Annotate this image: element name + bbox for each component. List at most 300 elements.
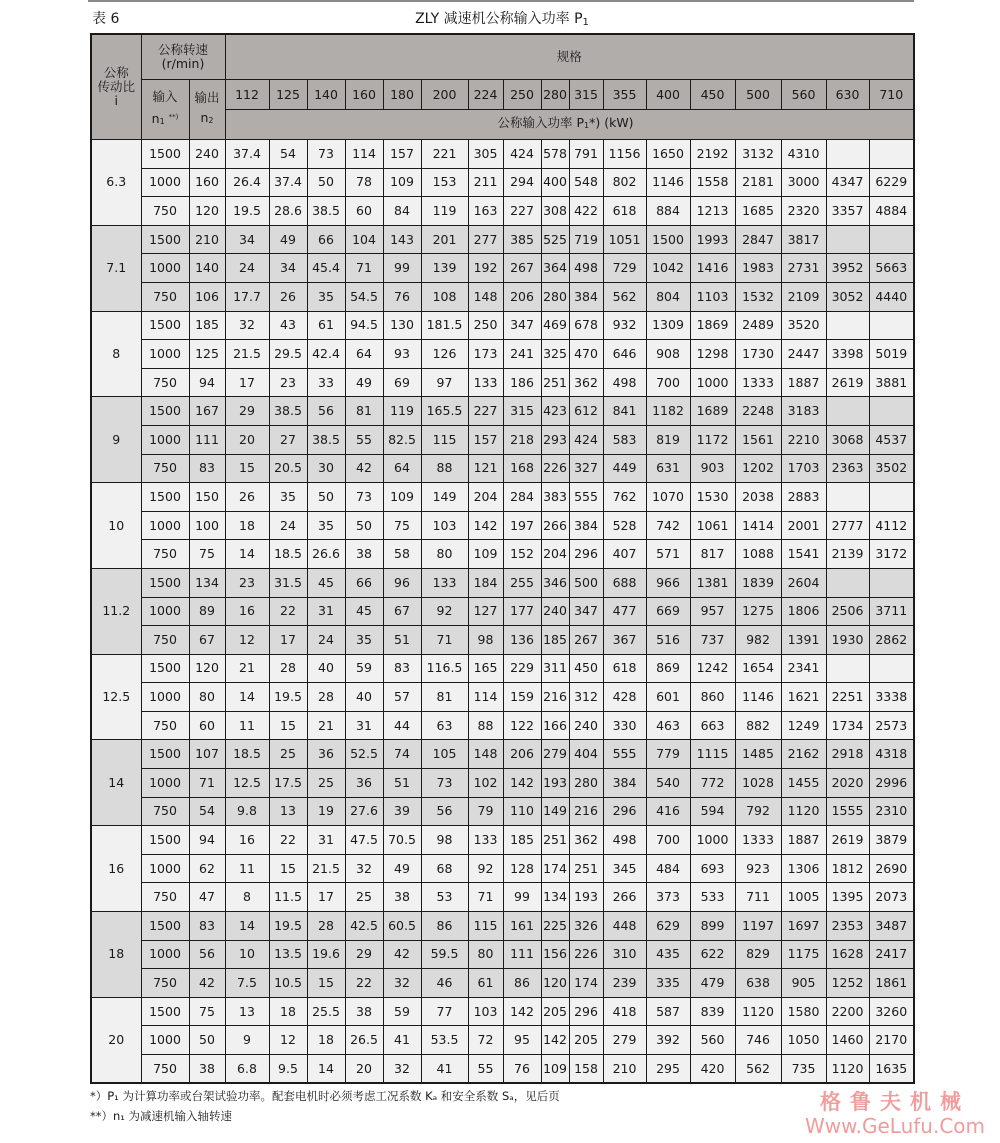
power-cell: 18.5	[225, 740, 269, 769]
power-cell: 4884	[869, 197, 914, 226]
power-cell	[826, 225, 869, 254]
power-cell: 2181	[735, 168, 781, 197]
table-title	[90, 8, 914, 28]
table-row	[91, 483, 914, 512]
power-cell: 25	[307, 769, 345, 798]
power-cell: 392	[646, 1026, 690, 1055]
power-cell: 14	[225, 540, 269, 569]
power-cell: 663	[690, 711, 735, 740]
power-cell: 80	[468, 940, 503, 969]
power-cell: 17.5	[269, 769, 307, 798]
power-cell: 516	[646, 626, 690, 655]
table-body	[91, 140, 914, 1084]
ratio-header-line3: i	[114, 93, 118, 108]
table-row	[91, 397, 914, 426]
power-cell: 71	[468, 883, 503, 912]
power-cell: 525	[541, 225, 569, 254]
power-cell: 1213	[690, 197, 735, 226]
power-cell: 26	[225, 483, 269, 512]
size-header-cell: 140	[307, 80, 345, 110]
power-cell: 2210	[781, 425, 826, 454]
power-cell: 23	[269, 368, 307, 397]
power-cell: 79	[468, 797, 503, 826]
power-cell: 56	[421, 797, 468, 826]
power-cell: 174	[541, 854, 569, 883]
size-header-cell: 200	[421, 80, 468, 110]
output-speed-cell: 38	[189, 1055, 225, 1084]
power-cell: 1806	[781, 597, 826, 626]
power-cell: 3260	[869, 997, 914, 1026]
size-header-cell: 355	[603, 80, 646, 110]
power-cell: 1252	[826, 969, 869, 998]
power-cell: 2883	[781, 483, 826, 512]
power-cell: 646	[603, 340, 646, 369]
power-cell: 4537	[869, 425, 914, 454]
watermark-brand: 格鲁夫机械	[820, 1089, 970, 1114]
power-cell: 157	[383, 140, 421, 169]
power-cell: 88	[468, 711, 503, 740]
power-cell: 255	[503, 568, 541, 597]
power-cell: 205	[569, 1026, 603, 1055]
power-cell: 33	[307, 368, 345, 397]
power-cell: 1249	[781, 711, 826, 740]
table-row	[91, 540, 914, 569]
power-cell: 50	[307, 483, 345, 512]
power-cell: 1500	[646, 225, 690, 254]
power-cell: 1580	[781, 997, 826, 1026]
power-cell: 791	[569, 140, 603, 169]
power-cell: 2619	[826, 368, 869, 397]
size-header-cell: 560	[781, 80, 826, 110]
output-speed-cell: 160	[189, 168, 225, 197]
power-cell: 1839	[735, 568, 781, 597]
power-cell: 1120	[826, 1055, 869, 1084]
power-cell: 35	[345, 626, 383, 655]
power-cell: 41	[383, 1026, 421, 1055]
power-cell: 130	[383, 311, 421, 340]
power-cell: 251	[541, 368, 569, 397]
power-cell: 428	[603, 683, 646, 712]
power-cell: 1088	[735, 540, 781, 569]
power-cell: 279	[603, 1026, 646, 1055]
top-rule	[88, 0, 914, 2]
power-cell: 424	[503, 140, 541, 169]
power-cell: 174	[569, 969, 603, 998]
power-cell: 11.5	[269, 883, 307, 912]
power-cell: 149	[421, 483, 468, 512]
power-cell: 2073	[869, 883, 914, 912]
power-cell: 311	[541, 654, 569, 683]
power-cell: 14	[307, 1055, 345, 1084]
power-cell: 267	[503, 254, 541, 283]
power-cell: 74	[383, 740, 421, 769]
power-cell: 279	[541, 740, 569, 769]
power-cell: 43	[269, 311, 307, 340]
power-cell: 829	[735, 940, 781, 969]
power-cell: 58	[383, 540, 421, 569]
power-cell: 159	[503, 683, 541, 712]
power-cell: 1042	[646, 254, 690, 283]
power-cell: 1734	[826, 711, 869, 740]
power-cell: 63	[421, 711, 468, 740]
power-cell: 869	[646, 654, 690, 683]
output-speed-cell: 83	[189, 912, 225, 941]
power-cell: 18	[225, 511, 269, 540]
power-cell: 16	[225, 597, 269, 626]
power-cell: 84	[383, 197, 421, 226]
power-cell: 1812	[826, 854, 869, 883]
power-cell: 50	[345, 511, 383, 540]
input-speed-cell: 750	[141, 1055, 189, 1084]
power-cell: 884	[646, 197, 690, 226]
input-speed-cell: 750	[141, 711, 189, 740]
output-speed-cell: 125	[189, 340, 225, 369]
power-cell: 98	[468, 626, 503, 655]
power-cell: 2363	[826, 454, 869, 483]
power-cell: 34	[269, 254, 307, 283]
spec-header: 规格	[225, 34, 914, 80]
power-cell: 2020	[826, 769, 869, 798]
output-speed-cell: 100	[189, 511, 225, 540]
table-row	[91, 626, 914, 655]
power-cell: 1242	[690, 654, 735, 683]
power-cell: 80	[421, 540, 468, 569]
power-cell: 21.5	[225, 340, 269, 369]
power-cell: 3487	[869, 912, 914, 941]
power-cell: 1115	[690, 740, 735, 769]
power-cell: 139	[421, 254, 468, 283]
power-cell: 841	[603, 397, 646, 426]
input-speed-cell: 1500	[141, 483, 189, 512]
power-cell: 555	[603, 740, 646, 769]
power-cell: 1197	[735, 912, 781, 941]
power-cell: 241	[503, 340, 541, 369]
power-cell: 127	[468, 597, 503, 626]
power-cell: 735	[781, 1055, 826, 1084]
power-cell: 193	[541, 769, 569, 798]
input-speed-cell: 1000	[141, 683, 189, 712]
power-cell: 211	[468, 168, 503, 197]
table-row	[91, 340, 914, 369]
power-cell: 25.5	[307, 997, 345, 1026]
power-cell: 19.5	[225, 197, 269, 226]
power-cell: 29.5	[269, 340, 307, 369]
power-cell: 17	[269, 626, 307, 655]
power-cell: 60.5	[383, 912, 421, 941]
power-cell: 181.5	[421, 311, 468, 340]
power-cell: 266	[603, 883, 646, 912]
power-cell: 1416	[690, 254, 735, 283]
power-cell: 346	[541, 568, 569, 597]
power-cell: 3520	[781, 311, 826, 340]
power-cell: 899	[690, 912, 735, 941]
power-cell: 3183	[781, 397, 826, 426]
power-cell: 629	[646, 912, 690, 941]
power-cell: 4347	[826, 168, 869, 197]
power-cell: 548	[569, 168, 603, 197]
output-speed-cell: 60	[189, 711, 225, 740]
power-cell: 35	[269, 483, 307, 512]
ratio-header-line2: 传动比	[97, 79, 135, 94]
power-cell: 817	[690, 540, 735, 569]
power-cell: 17	[225, 368, 269, 397]
power-cell: 133	[468, 368, 503, 397]
power-cell: 31	[307, 826, 345, 855]
power-cell: 20	[345, 1055, 383, 1084]
power-cell: 305	[468, 140, 503, 169]
power-cell: 1993	[690, 225, 735, 254]
power-cell: 423	[541, 397, 569, 426]
power-cell: 583	[603, 425, 646, 454]
input-speed-cell: 1500	[141, 740, 189, 769]
power-cell: 42.5	[345, 912, 383, 941]
size-header-cell: 112	[225, 80, 269, 110]
table-row	[91, 254, 914, 283]
power-cell: 251	[569, 854, 603, 883]
power-cell: 435	[646, 940, 690, 969]
power-cell: 2731	[781, 254, 826, 283]
power-cell: 227	[468, 397, 503, 426]
power-cell: 3338	[869, 683, 914, 712]
power-cell: 700	[646, 368, 690, 397]
power-cell: 59.5	[421, 940, 468, 969]
power-cell: 1391	[781, 626, 826, 655]
power-cell: 19.5	[269, 912, 307, 941]
power-cell: 2200	[826, 997, 869, 1026]
power-cell: 73	[421, 769, 468, 798]
power-cell: 13.5	[269, 940, 307, 969]
input-speed-cell: 1000	[141, 597, 189, 626]
table-row	[91, 826, 914, 855]
power-cell: 1654	[735, 654, 781, 683]
power-cell: 51	[383, 626, 421, 655]
table-row	[91, 311, 914, 340]
input-speed-cell: 1000	[141, 340, 189, 369]
power-cell: 6229	[869, 168, 914, 197]
power-cell: 450	[569, 654, 603, 683]
input-speed-cell: 1500	[141, 654, 189, 683]
power-cell: 12.5	[225, 769, 269, 798]
power-cell: 51	[383, 769, 421, 798]
power-cell: 404	[569, 740, 603, 769]
power-cell: 94.5	[345, 311, 383, 340]
output-speed-cell: 67	[189, 626, 225, 655]
size-header-cell: 250	[503, 80, 541, 110]
power-cell: 76	[383, 282, 421, 311]
output-speed-cell: 94	[189, 368, 225, 397]
power-cell: 601	[646, 683, 690, 712]
power-cell: 54.5	[345, 282, 383, 311]
power-cell: 2139	[826, 540, 869, 569]
output-speed-cell: 56	[189, 940, 225, 969]
power-cell: 1333	[735, 368, 781, 397]
power-cell: 26.4	[225, 168, 269, 197]
table-row	[91, 140, 914, 169]
power-cell: 71	[345, 254, 383, 283]
power-cell: 11	[225, 711, 269, 740]
power-cell: 470	[569, 340, 603, 369]
size-header-cell: 180	[383, 80, 421, 110]
power-cell: 16	[225, 826, 269, 855]
power-cell: 479	[690, 969, 735, 998]
table-row	[91, 368, 914, 397]
power-cell: 56	[307, 397, 345, 426]
power-cell: 134	[541, 883, 569, 912]
power-cell: 21	[307, 711, 345, 740]
power-cell: 86	[421, 912, 468, 941]
power-cell: 293	[541, 425, 569, 454]
ratio-cell: 20	[91, 997, 141, 1083]
size-header-cell: 450	[690, 80, 735, 110]
power-cell: 49	[345, 368, 383, 397]
power-cell: 35	[307, 511, 345, 540]
power-cell: 76	[503, 1055, 541, 1084]
power-cell: 25	[269, 740, 307, 769]
power-cell: 142	[468, 511, 503, 540]
power-cell	[869, 397, 914, 426]
power-cell: 40	[345, 683, 383, 712]
power-cell: 38.5	[269, 397, 307, 426]
power-cell: 38.5	[307, 197, 345, 226]
power-cell: 32	[383, 1055, 421, 1084]
power-cell: 15	[225, 454, 269, 483]
size-header-cell: 400	[646, 80, 690, 110]
power-cell: 6.8	[225, 1055, 269, 1084]
input-speed-cell: 1500	[141, 397, 189, 426]
speed-header	[141, 34, 225, 80]
power-cell: 2619	[826, 826, 869, 855]
power-cell: 32	[383, 969, 421, 998]
power-cell: 28	[307, 912, 345, 941]
output-speed-cell: 80	[189, 683, 225, 712]
power-cell: 116.5	[421, 654, 468, 683]
input-speed-cell: 750	[141, 883, 189, 912]
power-cell: 804	[646, 282, 690, 311]
power-cell: 19	[307, 797, 345, 826]
power-cell: 1869	[690, 311, 735, 340]
output-speed-cell: 150	[189, 483, 225, 512]
power-cell: 38	[345, 540, 383, 569]
power-cell: 29	[225, 397, 269, 426]
power-cell: 1530	[690, 483, 735, 512]
table-row	[91, 969, 914, 998]
power-cell: 2038	[735, 483, 781, 512]
power-cell: 295	[646, 1055, 690, 1084]
power-cell: 201	[421, 225, 468, 254]
power-cell: 463	[646, 711, 690, 740]
power-cell: 14	[225, 683, 269, 712]
power-cell: 92	[421, 597, 468, 626]
power-cell: 1182	[646, 397, 690, 426]
power-cell: 903	[690, 454, 735, 483]
table-row	[91, 1055, 914, 1084]
power-cell: 99	[383, 254, 421, 283]
power-cell: 347	[569, 597, 603, 626]
power-cell: 13	[225, 997, 269, 1026]
power-cell: 2170	[869, 1026, 914, 1055]
power-cell: 25	[345, 883, 383, 912]
power-cell: 1689	[690, 397, 735, 426]
power-cell: 55	[345, 425, 383, 454]
power-cell: 266	[541, 511, 569, 540]
power-cell: 165.5	[421, 397, 468, 426]
power-cell: 310	[603, 940, 646, 969]
power-cell: 1930	[826, 626, 869, 655]
power-cell: 210	[603, 1055, 646, 1084]
power-cell: 1120	[781, 797, 826, 826]
power-cell: 296	[569, 540, 603, 569]
power-cell: 53.5	[421, 1026, 468, 1055]
power-cell: 96	[383, 568, 421, 597]
power-cell: 109	[541, 1055, 569, 1084]
power-cell: 540	[646, 769, 690, 798]
power-cell: 3052	[826, 282, 869, 311]
power-cell: 128	[503, 854, 541, 883]
power-cell: 165	[468, 654, 503, 683]
power-cell: 14	[225, 912, 269, 941]
power-cell: 17.7	[225, 282, 269, 311]
power-cell: 20.5	[269, 454, 307, 483]
output-speed-header	[189, 80, 225, 140]
power-cell: 562	[735, 1055, 781, 1084]
output-speed-cell: 185	[189, 311, 225, 340]
table-row	[91, 797, 914, 826]
power-cell: 32	[225, 311, 269, 340]
size-header-cell: 500	[735, 80, 781, 110]
table-label: 表 6	[92, 11, 120, 27]
power-cell: 28.6	[269, 197, 307, 226]
power-cell: 197	[503, 511, 541, 540]
power-cell: 819	[646, 425, 690, 454]
power-cell: 1000	[690, 368, 735, 397]
power-cell: 3711	[869, 597, 914, 626]
power-cell: 3881	[869, 368, 914, 397]
power-cell: 533	[690, 883, 735, 912]
power-cell: 114	[468, 683, 503, 712]
power-cell: 9.5	[269, 1055, 307, 1084]
table-row	[91, 511, 914, 540]
power-cell: 42	[383, 940, 421, 969]
power-cell: 362	[569, 368, 603, 397]
power-cell: 122	[503, 711, 541, 740]
ratio-header	[91, 34, 141, 140]
power-cell	[826, 483, 869, 512]
power-cell: 3502	[869, 454, 914, 483]
power-cell: 1532	[735, 282, 781, 311]
power-cell: 631	[646, 454, 690, 483]
output-speed-cell: 54	[189, 797, 225, 826]
power-cell: 882	[735, 711, 781, 740]
power-cell: 1703	[781, 454, 826, 483]
output-speed-cell: 50	[189, 1026, 225, 1055]
ratio-cell: 12.5	[91, 654, 141, 740]
power-cell: 327	[569, 454, 603, 483]
power-cell: 104	[345, 225, 383, 254]
power-cell: 18	[269, 997, 307, 1026]
power-cell: 158	[569, 1055, 603, 1084]
footnote-speed: **）n₁ 为减速机输入轴转速	[90, 1109, 233, 1123]
power-cell: 119	[383, 397, 421, 426]
power-cell: 17	[307, 883, 345, 912]
power-cell: 578	[541, 140, 569, 169]
input-speed-cell: 750	[141, 626, 189, 655]
power-cell: 449	[603, 454, 646, 483]
power-cell: 4440	[869, 282, 914, 311]
power-cell: 560	[690, 1026, 735, 1055]
power-cell: 2862	[869, 626, 914, 655]
power-cell: 2447	[781, 340, 826, 369]
power-cell	[826, 397, 869, 426]
